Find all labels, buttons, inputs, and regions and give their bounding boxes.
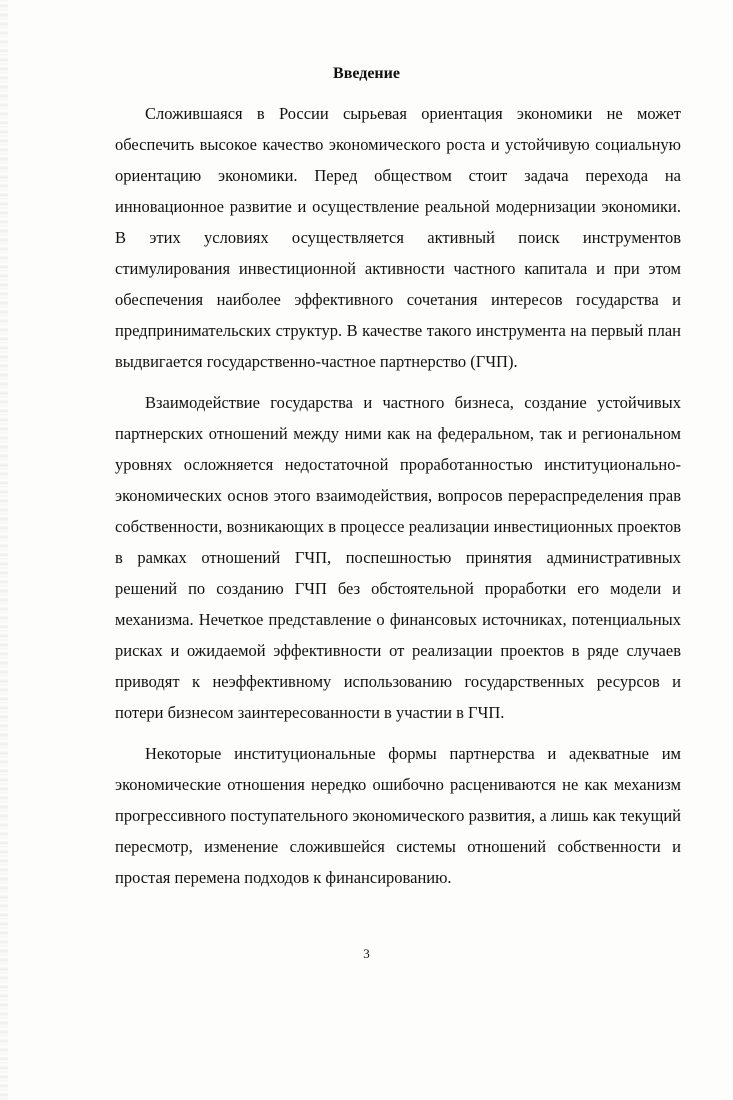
page-title: Введение xyxy=(333,65,400,82)
scan-edge xyxy=(0,0,8,1100)
page-number: 3 xyxy=(363,946,370,961)
body-text xyxy=(115,98,681,903)
paragraph-2: Взаимодействие государства и частного бизнеса, создание устойчивых партнерских отношений между ними как на федеральном, так и региональном уровнях осложняется недостаточной проработанностью институционально-экономических основ этого взаимодействия, вопросов перераспределения прав собственности, возникающих в процессе реализации инвестиционных проектов в рамках отношений ГЧП, поспешностью принятия административных решений по созданию ГЧП без обстоятельной проработки его модели и механизма. Нечеткое представление о финансовых источниках, потенциальных рисках и ожидаемой эффективности от реализации проектов в ряде случаев приводят к неэффективному использованию государственных ресурсов и потери бизнесом заинтересованности в участии в ГЧП. xyxy=(115,393,681,722)
paragraph-3: Некоторые институциональные формы партнерства и адекватные им экономические отношения нередко ошибочно расцениваются не как механизм прогрессивного поступательного экономического развития, а лишь как текущий пересмотр, изменение сложившейся системы отношений собственности и простая перемена подходов к финансированию. xyxy=(115,744,681,887)
paragraph-1: Сложившаяся в России сырьевая ориентация экономики не может обеспечить высокое качество экономического роста и устойчивую социальную ориентацию экономики. Перед обществом стоит задача перехода на инновационное развитие и осуществление реальной модернизации экономики. В этих условиях осуществляется активный поиск инструментов стимулирования инвестиционной активности частного капитала и при этом обеспечения наиболее эффективного сочетания интересов государства и предпринимательских структур. В качестве такого инструмента на первый план выдвигается государственно-частное партнерство (ГЧП). xyxy=(115,104,681,371)
